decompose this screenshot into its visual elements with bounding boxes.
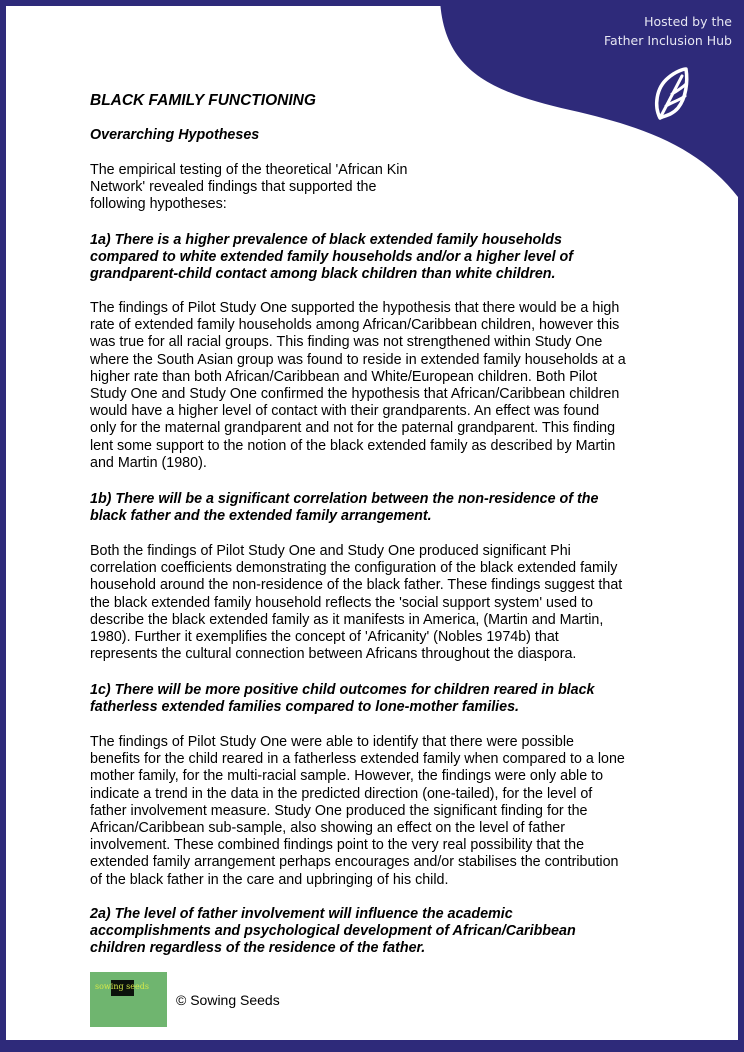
paragraph-1a (90, 300, 626, 472)
text-line: Study One and Study One confirmed the hypothesis that African/Caribbean children (90, 386, 620, 403)
text-line: higher rate than both African/Caribbean and White/European children. Both Pilot (90, 368, 598, 385)
text-line: indicate a trend in the data in the predicted direction (one-tailed), for the level of (90, 785, 593, 802)
text-line: The empirical testing of the theoretical 'African Kin (90, 162, 408, 178)
text-line: following hypotheses: (90, 196, 227, 213)
paragraph-1b (90, 543, 622, 663)
text-line: fatherless extended families compared to lone-mother families. (90, 699, 520, 716)
text-line: lent some support to the notion of the black extended family as described by Martin (90, 437, 616, 454)
text-line: Both the findings of Pilot Study One and Study One produced significant Phi (90, 543, 571, 559)
text-line: describe the black extended family as it manifests in America, (Martin and Martin, (90, 611, 604, 628)
text-line: black father and the extended family arrangement. (90, 508, 432, 525)
intro-paragraph (90, 162, 407, 214)
text-line: Network' revealed findings that supported the (90, 179, 377, 196)
text-line: the black extended family household reflects the 'social support system' used to (90, 594, 593, 611)
paragraph-1c (90, 734, 625, 889)
hosted-line-2: Father Inclusion Hub (604, 33, 732, 48)
hosted-by-label (604, 12, 732, 50)
text-line: compared to white extended family households and/or a higher level of (90, 249, 574, 266)
copyright: © Sowing Seeds (176, 992, 280, 1008)
text-line: The findings of Pilot Study One supported the hypothesis that there would be a high (90, 300, 620, 316)
leaf-icon (652, 66, 692, 122)
text-line: father involvement measure. Study One produced the significant finding for the (90, 802, 588, 819)
text-line: children regardless of the residence of the father. (90, 940, 426, 957)
sowing-seeds-logo (90, 972, 167, 1027)
text-line: mother family, for the multi-racial sample. However, the findings were only able to (90, 768, 604, 785)
text-line: accomplishments and psychological development of African/Caribbean (90, 923, 576, 940)
text-line: represents the cultural connection between Africans throughout the diaspora. (90, 646, 577, 663)
text-line: 1a) There is a higher prevalence of black extended family households (90, 232, 562, 248)
text-line: 2a) The level of father involvement will influence the academic (90, 906, 513, 922)
text-line: where the South Asian group was found to reside in extended family households at a (90, 351, 626, 368)
text-line: extended family arrangement perhaps encourages and/or stabilises the contribution (90, 854, 619, 871)
text-line: household around the non-residence of the black father. These findings suggest that (90, 577, 623, 594)
text-line: 1980). Further it exemplifies the concept of 'Africanity' (Nobles 1974b) that (90, 629, 559, 646)
text-line: only for the maternal grandparent and not for the paternal grandparent. This finding (90, 420, 616, 437)
hypothesis-1a (90, 232, 573, 284)
text-line: 1c) There will be more positive child outcomes for children reared in black (90, 682, 595, 698)
text-line: and Martin (1980). (90, 454, 207, 471)
hypothesis-1c (90, 682, 595, 716)
text-line: African/Caribbean sub-sample, also showing an effect on the level of father (90, 820, 565, 837)
text-line: 1b) There will be a significant correlation between the non-residence of the (90, 491, 599, 507)
text-line: benefits for the child reared in a fatherless extended family when compared to a lone (90, 751, 625, 768)
hypothesis-1b (90, 491, 598, 525)
logo-text: sowing seeds (95, 982, 149, 991)
hypothesis-2a (90, 906, 576, 958)
text-line: was true for all racial groups. This finding was not strengthened within Study One (90, 334, 603, 351)
text-line: of the black father in the care and upbringing of his child. (90, 871, 449, 888)
text-line: involvement. These combined findings point to the very real possibility that the (90, 837, 585, 854)
text-line: rate of extended family households among African/Caribbean children, however this (90, 317, 620, 334)
text-line: The findings of Pilot Study One were able to identify that there were possible (90, 734, 574, 750)
text-line: correlation coefficients demonstrating the configuration of the black extended family (90, 560, 618, 577)
hosted-line-1: Hosted by the (644, 14, 732, 29)
text-line: grandparent-child contact among black children than white children. (90, 266, 556, 283)
text-line: would have a higher level of contact with their grandparents. An effect was found (90, 403, 600, 420)
document-title: BLACK FAMILY FUNCTIONING (90, 92, 316, 109)
section-heading: Overarching Hypotheses (90, 127, 260, 143)
